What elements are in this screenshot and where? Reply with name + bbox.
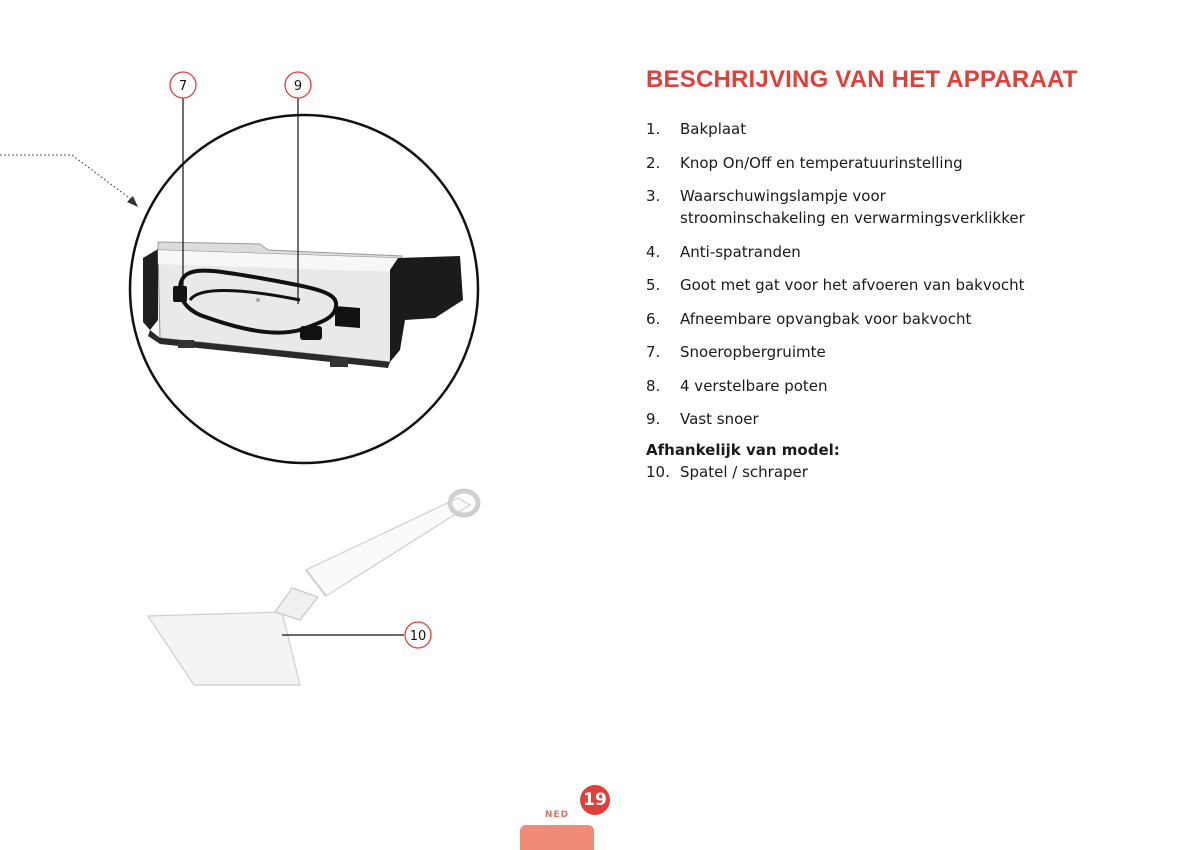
callout-7-label: 7 — [178, 79, 188, 94]
item-text: Knop On/Off en temperatuurinstelling — [680, 153, 963, 172]
item-number: 9. — [646, 410, 661, 428]
item-text: 4 verstelbare poten — [680, 376, 828, 395]
item-text: Bakplaat — [680, 120, 747, 138]
item-text: Goot met gat voor het afvoeren van bakvocht — [680, 276, 1025, 294]
list-item — [646, 185, 1086, 229]
list-item — [646, 152, 1086, 174]
item-number: 3. — [646, 187, 661, 205]
list-item — [646, 341, 1086, 363]
item-number: 4. — [646, 242, 661, 261]
item-number: 2. — [646, 153, 661, 172]
list-item — [646, 274, 1086, 296]
callout-10 — [405, 622, 431, 648]
callout-7 — [170, 72, 196, 98]
model-dependent-item — [646, 462, 808, 482]
pointer-arrowhead — [127, 196, 138, 207]
list-item — [646, 408, 1086, 430]
item-text: Afneembare opvangbak voor bakvocht — [680, 309, 972, 328]
item-text: Vast snoer — [680, 410, 759, 428]
item-text: Snoeropbergruimte — [680, 343, 826, 361]
callout-9-label: 9 — [293, 79, 303, 94]
item-text: Anti-spatranden — [680, 242, 801, 261]
parts-list — [646, 118, 1086, 442]
item-number: 6. — [646, 309, 661, 328]
item-number: 5. — [646, 276, 661, 294]
item-number: 7. — [646, 343, 661, 361]
item-text: Waarschuwingslampje voor stroominschakeling en verwarmingsverklikker — [680, 187, 1025, 227]
language-label: NED — [544, 810, 570, 820]
callout-9 — [285, 72, 311, 98]
item-number: 1. — [646, 120, 661, 138]
list-item — [646, 308, 1086, 330]
callout-10-label: 10 — [409, 629, 427, 644]
page-number: 19 — [580, 785, 610, 815]
model-dependent-heading: Afhankelijk van model: — [646, 441, 840, 459]
list-item — [646, 241, 1086, 263]
item-number: 10. — [646, 463, 670, 481]
pointer-dotted-line — [0, 155, 132, 200]
list-item — [646, 375, 1086, 397]
item-text: Spatel / schraper — [680, 463, 808, 481]
page-title: BESCHRIJVING VAN HET APPARAAT — [646, 66, 1078, 93]
spatula-illustration — [148, 491, 478, 685]
language-tab — [520, 825, 594, 850]
item-number: 8. — [646, 376, 661, 395]
list-item — [646, 118, 1086, 140]
